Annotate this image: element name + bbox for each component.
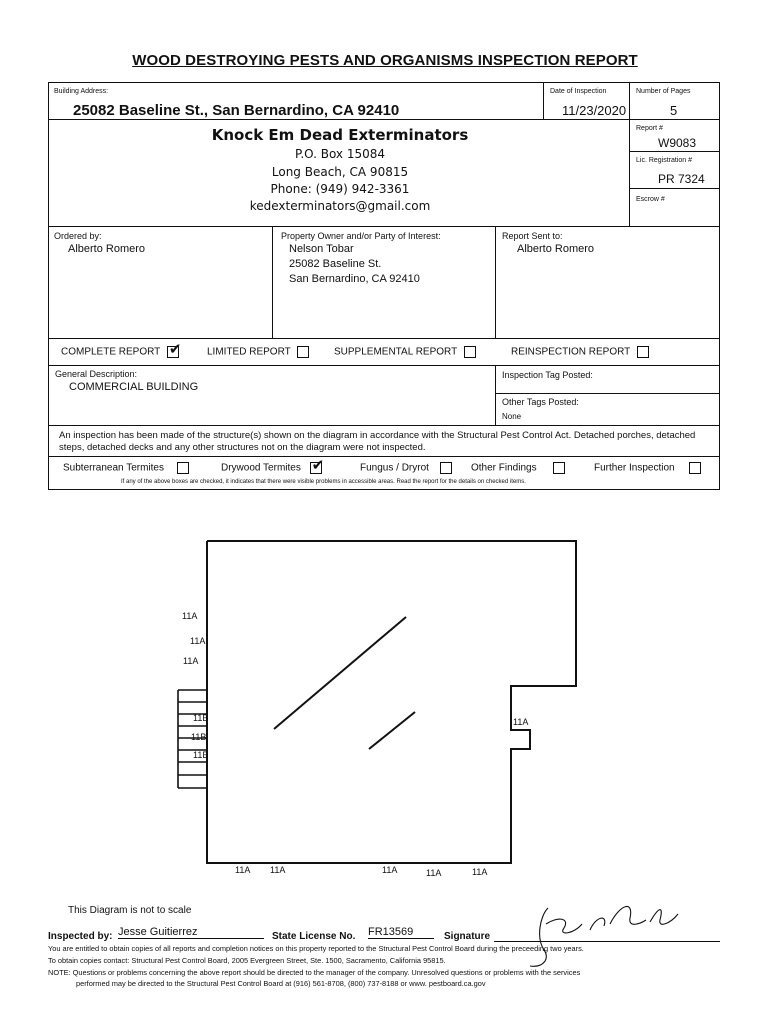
footer-line-1: You are entitled to obtain copies of all reports and completion notices on this property reported to the Structural Pest Control Board during the preceeding two years. xyxy=(48,944,584,953)
state-license-number: FR13569 xyxy=(368,926,434,939)
report-sent-label: Report Sent to: xyxy=(502,231,563,241)
finding-label-bottom-1: 11A xyxy=(235,865,251,875)
ordered-by-label: Ordered by: xyxy=(54,231,102,241)
signature-label: Signature xyxy=(444,931,491,942)
building-outline xyxy=(207,541,576,863)
license-registration: PR 7324 xyxy=(658,172,705,186)
building-address: 25082 Baseline St., San Bernardino, CA 92410 xyxy=(73,102,400,119)
footer-line-3: NOTE: Questions or problems concerning the above report should be directed to the manager of the company. Unresolved questions or problems with the services xyxy=(48,968,581,977)
scale-note: This Diagram is not to scale xyxy=(68,905,192,916)
company-city: Long Beach, CA 90815 xyxy=(271,165,409,179)
inspection-tag-label: Inspection Tag Posted: xyxy=(502,370,593,380)
company-po-box: P.O. Box 15084 xyxy=(294,147,386,161)
ordered-by: Alberto Romero xyxy=(68,243,146,255)
company-email: kedexterminators@gmail.com xyxy=(249,199,431,213)
finding-label-bottom-2: 11A xyxy=(270,865,286,875)
supplemental-report-label: SUPPLEMENTAL REPORT xyxy=(334,346,457,358)
owner-city: San Bernardino, CA 92410 xyxy=(289,273,420,285)
finding-label-stairs-1: 11B xyxy=(193,713,209,723)
other-tags-label: Other Tags Posted: xyxy=(502,397,579,407)
finding-label-bottom-3: 11A xyxy=(382,865,398,875)
footer-line-4: performed may be directed to the Structural Pest Control Board at (916) 561-8708, (800) 737-8188 or www. pestboard.ca.gov xyxy=(76,979,486,988)
company-name: Knock Em Dead Exterminators xyxy=(211,126,469,144)
check-icon: ✔ xyxy=(168,340,182,358)
escrow-label: Escrow # xyxy=(636,196,665,203)
general-description: COMMERCIAL BUILDING xyxy=(69,381,199,393)
general-description-label: General Description: xyxy=(55,369,138,379)
report-sent-to: Alberto Romero xyxy=(517,243,595,255)
complete-report-label: COMPLETE REPORT xyxy=(61,346,161,358)
finding-label-left-1: 11A xyxy=(182,611,198,621)
reinspection-report-label: REINSPECTION REPORT xyxy=(511,346,631,358)
inspector-name: Jesse Guitierrez xyxy=(118,926,264,939)
owner-name: Nelson Tobar xyxy=(289,243,354,255)
other-findings-label: Other Findings xyxy=(471,462,537,474)
license-number-label: State License No. xyxy=(272,931,356,942)
finding-label-bottom-5: 11A xyxy=(472,867,488,877)
report-number-label: Report # xyxy=(636,125,663,132)
date-label: Date of Inspection xyxy=(550,88,607,95)
finding-label-right: 11A xyxy=(513,717,529,727)
finding-label-bottom-4: 11A xyxy=(426,868,442,878)
inspected-by-label: Inspected by: xyxy=(48,931,113,942)
owner-street: 25082 Baseline St. xyxy=(289,258,382,270)
building-address-label: Building Address: xyxy=(54,88,109,95)
license-label: Lic. Registration # xyxy=(636,157,693,164)
finding-label-left-3: 11A xyxy=(183,656,199,666)
footer-line-2: To obtain copies contact: Structural Pest Control Board, 2005 Evergreen Street, Ste. 1500, Sacramento, California 95815. xyxy=(48,956,446,965)
subterranean-label: Subterranean Termites xyxy=(63,462,164,474)
fungus-label: Fungus / Dryrot xyxy=(360,462,429,474)
further-inspection-label: Further Inspection xyxy=(594,462,675,474)
finding-label-left-2: 11A xyxy=(190,636,206,646)
inspection-statement: An inspection has been made of the structure(s) shown on the diagram in accordance with the Structural Pest Control Act. Detached porches, detached steps, detached decks and any other structures not on the diagram were not inspected. xyxy=(59,430,696,453)
page-title: WOOD DESTROYING PESTS AND ORGANISMS INSPECTION REPORT xyxy=(132,52,638,69)
drywood-label: Drywood Termites xyxy=(221,462,301,474)
owner-label: Property Owner and/or Party of Interest: xyxy=(281,231,441,241)
report-number: W9083 xyxy=(658,136,697,150)
limited-report-label: LIMITED REPORT xyxy=(207,346,291,358)
company-phone: Phone: (949) 942-3361 xyxy=(270,182,410,196)
pages-label: Number of Pages xyxy=(636,88,691,95)
signature-image xyxy=(500,894,700,974)
diagonal-line-short xyxy=(369,712,415,749)
findings-note: If any of the above boxes are checked, it indicates that there were visible problems in accessible areas. Read the report for the details on checked items. xyxy=(121,479,526,485)
inspection-date: 11/23/2020 xyxy=(562,103,627,118)
check-icon: ✔ xyxy=(311,456,325,474)
other-tags-value: None xyxy=(502,412,522,421)
diagonal-line-long xyxy=(274,617,406,729)
finding-label-stairs-3: 11B xyxy=(193,750,209,760)
finding-label-stairs-2: 11B xyxy=(191,732,207,742)
page-count: 5 xyxy=(670,103,678,118)
